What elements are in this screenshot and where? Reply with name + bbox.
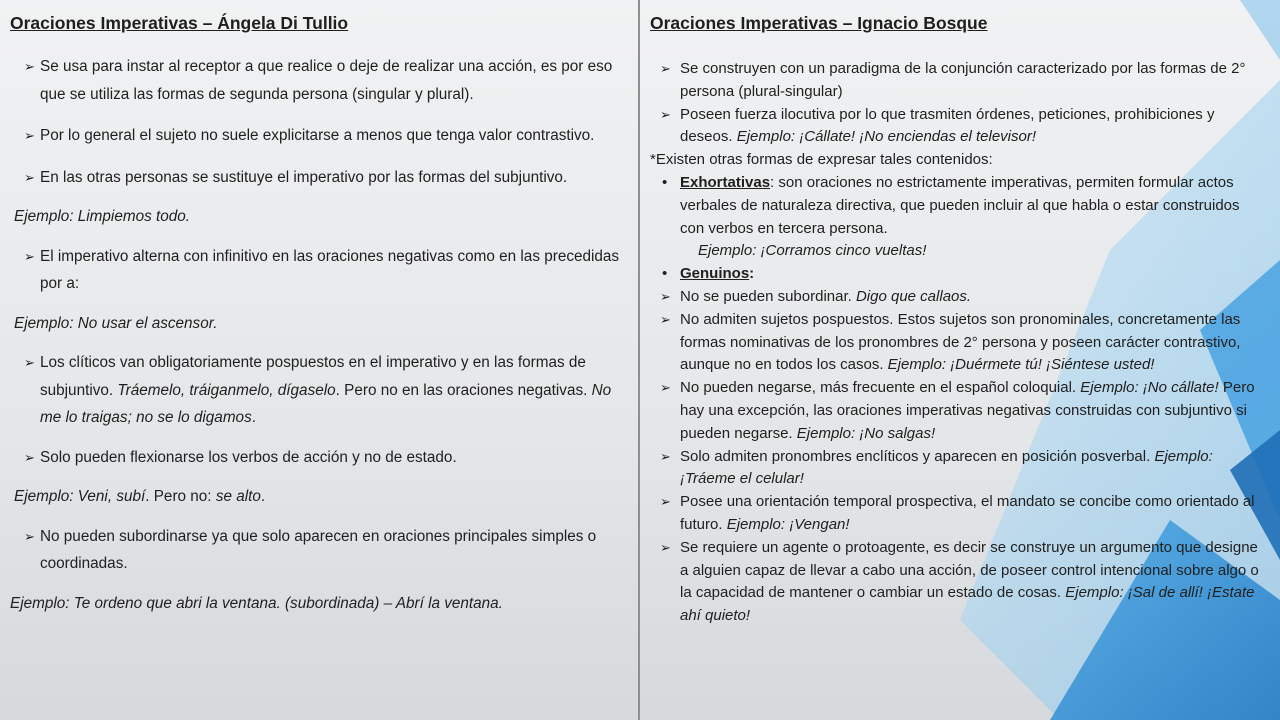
arrow-bullet-icon: ➢	[24, 248, 35, 264]
arrow-bullet-icon: ➢	[660, 311, 671, 327]
list-item: ➢ Se usa para instar al receptor a que realice o deje de realizar una acción, es por eso que se utiliza las formas de segunda persona (singular y plural).	[10, 53, 620, 108]
right-column-title: Oraciones Imperativas – Ignacio Bosque	[650, 13, 988, 33]
list-item: ➢ Se requiere un agente o protoagente, es decir se construye un argumento que designe a alguien capaz de llevar a cabo una acción, de poseer control intencional sobre algo o la capacidad de mantener o cambiar un estado de cosas. Ejemplo: ¡Sal de allí! ¡Estate ahí quieto!	[660, 538, 1259, 625]
list-item: ➢ El imperativo alterna con infinitivo en las oraciones negativas como en las precedidas por a:	[10, 243, 620, 298]
arrow-bullet-icon: ➢	[24, 128, 35, 143]
arrow-bullet-icon: ➢	[660, 380, 671, 396]
example-text: Ejemplo: Veni, subí. Pero no: se alto.	[14, 488, 266, 505]
left-column	[0, 0, 638, 720]
list-item: ➢ Solo admiten pronombres enclíticos y aparecen en posición posverbal. Ejemplo: ¡Tráeme el celular!	[660, 447, 1213, 488]
list-item: • Genuinos:	[650, 263, 1260, 286]
arrow-bullet-icon: ➢	[660, 539, 671, 555]
arrow-bullet-icon: ➢	[24, 59, 35, 74]
example-text: Ejemplo: Te ordeno que abri la ventana. (subordinada) – Abrí la ventana.	[10, 594, 503, 612]
right-column	[640, 0, 1280, 720]
list-item: ➢ No se pueden subordinar. Digo que callaos.	[650, 286, 1260, 309]
list-item: ➢ Los clíticos van obligatoriamente pospuestos en el imperativo y en las formas de subjuntivo. Tráemelo, tráiganmelo, dígaselo. Pero no en las oraciones negativas. No me lo traigas; no se lo digamos.	[10, 349, 620, 432]
arrow-bullet-icon: ➢	[24, 449, 35, 465]
arrow-bullet-icon: ➢	[660, 106, 671, 122]
left-column-title: Oraciones Imperativas – Ángela Di Tullio	[10, 13, 349, 33]
note-text: *Existen otras formas de expresar tales contenidos:	[650, 151, 993, 169]
arrow-bullet-icon: ➢	[24, 169, 35, 185]
left-column-body	[10, 36, 620, 617]
list-item: ➢ Poseen fuerza ilocutiva por lo que trasmiten órdenes, peticiones, prohibiciones y deseos. Ejemplo: ¡Cállate! ¡No enciendas el televisor!	[660, 105, 1215, 146]
round-bullet-icon: •	[662, 173, 668, 191]
list-item: ➢ Por lo general el sujeto no suele explicitarse a menos que tenga valor contrastivo.	[10, 122, 620, 150]
arrow-bullet-icon: ➢	[660, 288, 671, 304]
list-item: ➢ En las otras personas se sustituye el imperativo por las formas del subjuntivo.	[10, 164, 620, 192]
list-item: ➢ Solo pueden flexionarse los verbos de acción y no de estado.	[10, 444, 620, 472]
right-column-body	[650, 46, 1260, 628]
arrow-bullet-icon: ➢	[660, 494, 671, 510]
list-item: • Exhortativas: son oraciones no estrictamente imperativas, permiten formular actos verbales de naturaleza directiva, que pueden incluir al que habla o estar construidos con verbos en tercera persona.	[662, 173, 1240, 237]
list-item: ➢ No pueden subordinarse ya que solo aparecen en oraciones principales simples o coordinadas.	[10, 523, 620, 578]
arrow-bullet-icon: ➢	[24, 355, 35, 370]
arrow-bullet-icon: ➢	[660, 448, 671, 464]
example-text: Ejemplo: ¡Corramos cinco vueltas!	[698, 242, 927, 260]
round-bullet-icon: •	[662, 265, 668, 283]
list-item: ➢ Posee una orientación temporal prospectiva, el mandato se concibe como orientado al futuro. Ejemplo: ¡Vengan!	[660, 493, 1255, 533]
list-item: ➢ No pueden negarse, más frecuente en el español coloquial. Ejemplo: ¡No cállate! Pero hay una excepción, las oraciones imperativas negativas construidas con subjuntivo si pueden negarse. Ejemplo: ¡No salgas!	[660, 379, 1255, 442]
list-item: ➢ Se construyen con un paradigma de la conjunción caracterizado por las formas de 2° persona (plural-singular)	[660, 60, 1246, 100]
example-text: Ejemplo: No usar el ascensor.	[14, 314, 218, 332]
arrow-bullet-icon: ➢	[24, 528, 35, 544]
list-item: ➢ No admiten sujetos pospuestos. Estos sujetos son pronominales, concretamente las formas nominativas de los pronombres de 2° persona y poseen carácter contrastivo, aunque no en todos los casos. Ejemplo: ¡Duérmete tú! ¡Siéntese usted!	[660, 310, 1241, 374]
arrow-bullet-icon: ➢	[660, 61, 671, 76]
example-text: Ejemplo: Limpiemos todo.	[14, 208, 190, 225]
